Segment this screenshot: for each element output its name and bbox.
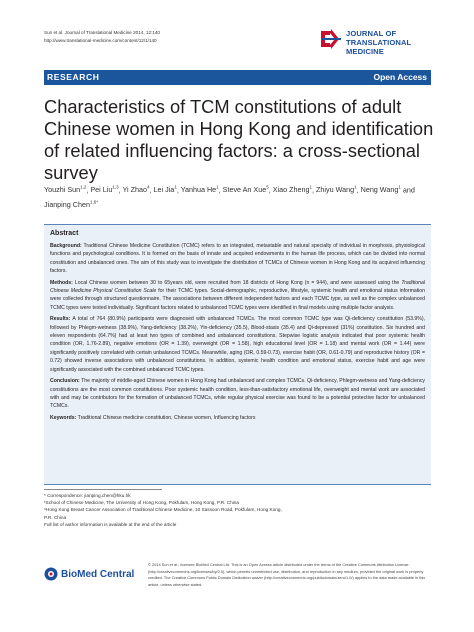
methods-scale-name: Traditional Chinese Medicine Physical Constitution Scale bbox=[50, 279, 425, 295]
results-text: A total of 764 (80.9%) participants were diagnosed with unbalanced TCMCs. The most common TCMC type was Qi-deficiency constitution (53.9%), followed by Phlegm-wetness (38.9%), Yang-deficiency (38.2%), Yin-deficiency (35.5), Blood-stasis (35.4) and Qi-depressed (31%) constitution. Six hundred and eleven respondents (64.7%) had at least two types of combined and unbalanced constitutions. Stepwise logistic analysis indicated that poor systemic health condition (OR, 1.76-2.89), negative emotions (OR = 1.39), overweight (OR = 1.58), high educational level (OR = 1.18) and mental work (OR = 1.44) were significantly positively correlated with certain unbalanced TCMCs. Meanwhile, aging (OR, 0.59-0.73), exercise habit (OR, 0.61-0.79) and reproductive history (OR = 0.72) showed inverse associations with unbalanced constitutions. In addition, systemic health condition and emotional status, exercise habit and age were significantly associated with the combined unbalanced TCMC types. bbox=[50, 316, 425, 373]
background-text: Traditional Chinese Medicine Constitution (TCMC) refers to an integrated, metastable and natural specialty of individual in morphosis, physiological functions and psychological conditions. It is formed on the basis of innate and acquired endowments in the human life process, which can be divided into normal constitution and unbalanced ones. The aim of this study was to investigate the distribution of TCMCs of Chinese women in Hong Kong and its acquired influencing factors. bbox=[50, 243, 425, 275]
abstract-background bbox=[50, 242, 425, 276]
methods-label: Methods: bbox=[50, 279, 73, 286]
journal-logo-text bbox=[346, 29, 431, 56]
running-header bbox=[44, 29, 160, 45]
article-url[interactable]: http://www.translational-medicine.com/content/12/1/140 bbox=[44, 38, 157, 43]
results-label: Results: bbox=[50, 316, 71, 323]
journal-logo-icon bbox=[319, 27, 343, 51]
abstract-box bbox=[44, 224, 431, 485]
conclusion-text: The majority of middle-aged Chinese women in Hong Kong had unbalanced and complex TCMCs. Qi-deficiency, Phlegm-wetness and Yang-deficiency constitutions are the most common constitutions. Poor systemic health condition, less-than-satisfactory emotional life, overweight and mental work are associated with and may be contributors for the formation of unbalanced TCMCs, while regular physical exercise was found to be a potential protective factor for unbalanced TCMCs. bbox=[50, 378, 425, 410]
license-text: © 2014 Sun et al.; licensee BioMed Central Ltd. This is an Open Access article distributed under the terms of the Creative Commons Attribution License (http://creativecommons.org/licenses/by/2.0), which permits unrestricted use, distribution, and reproduction in any medium, provided the original work is properly credited. The Creative Commons Public Domain Dedication waiver (http://creativecommons.org/publicdomain/zero/1.0/) applies to the data made available in this article, unless otherwise stated. bbox=[148, 562, 426, 587]
author[interactable]: Youzhi Sun$^{1,2}$ bbox=[44, 185, 87, 195]
journal-logo bbox=[319, 25, 431, 59]
methods-text-a: Local Chinese women between 30 to 65years old, were recruited from 18 districts of Hong Kong (n = 944), and were assessed using the bbox=[74, 279, 400, 286]
author[interactable]: Yanhua He$^1$ bbox=[180, 185, 219, 195]
author[interactable]: Zhiyu Wang$^1$ bbox=[316, 185, 357, 195]
article-type-label: RESEARCH bbox=[47, 72, 100, 82]
publisher-name: BioMed Central bbox=[61, 569, 135, 580]
biomed-central-icon bbox=[44, 567, 58, 581]
background-label: Background: bbox=[50, 243, 82, 249]
abstract-conclusion bbox=[50, 377, 425, 411]
article-title: Characteristics of TCM constitutions of adult Chinese women in Hong Kong and identification of related influencing factors: a cross-sectional survey bbox=[44, 96, 434, 183]
authors-conjunction: and bbox=[402, 185, 415, 195]
author[interactable]: Steve An Xue$^5$ bbox=[222, 185, 269, 195]
full-list-note: Full list of author information is available at the end of the article bbox=[44, 521, 177, 527]
author-list: Youzhi Sun$^{1,2}$, Pei Liu$^{1,3}$, Yi Zhao$^4$, Lei Jia$^1$, Yanhua He$^1$, Steve An Xue$^5$, Xiao Zheng$^1$, Zhiyu Wang$^1$, Neng Wang$^1$ and Jianping Chen$^{1,6*}$ bbox=[44, 185, 415, 209]
methods-text-b: for their TCMC types. Social-demographic, reproductive, lifestyle, systemic health and emotional status information were collected through structured questionnaire. The associations between different independent factors and each TCMC type, as well as the complex unbalanced TCMC types were tested individually. Significant factors related to unbalanced TCMC types were identified in final models using multiple factor analysis. bbox=[50, 288, 425, 311]
affiliation-6: ⁶Hong Kong Breast Cancer Association of Traditional Chinese Medicine, 10 Sassoon Road, Pokfulam, Hong Kong, P.R. China bbox=[44, 507, 282, 520]
article-type-banner bbox=[44, 70, 431, 85]
citation-line: Sun et al. Journal of Translational Medicine 2014, 12:140 bbox=[44, 30, 160, 35]
open-access-label: Open Access bbox=[373, 72, 427, 82]
journal-name-line2: TRANSLATIONAL MEDICINE bbox=[346, 38, 412, 56]
affiliation-1: ¹School of Chinese Medicine, The University of Hong Kong, Pokfulam, Hong Kong, P.R. China bbox=[44, 500, 239, 506]
author[interactable]: Jianping Chen$^{1,6*}$ bbox=[44, 199, 98, 209]
abstract-methods bbox=[50, 279, 425, 313]
footnotes bbox=[44, 492, 284, 528]
journal-name-line1: JOURNAL OF bbox=[346, 29, 397, 38]
abstract-heading: Abstract bbox=[50, 230, 79, 237]
author[interactable]: Yi Zhao$^4$ bbox=[122, 185, 150, 195]
abstract-results bbox=[50, 315, 425, 374]
author[interactable]: Xiao Zheng$^1$ bbox=[272, 185, 313, 195]
abstract-keywords bbox=[50, 414, 425, 422]
conclusion-label: Conclusion: bbox=[50, 378, 80, 385]
author[interactable]: Lei Jia$^1$ bbox=[153, 185, 177, 195]
publisher-logo bbox=[44, 565, 139, 587]
author[interactable]: Neng Wang$^1$ bbox=[360, 185, 401, 195]
author[interactable]: Pei Liu$^{1,3}$ bbox=[90, 185, 119, 195]
keywords-label: Keywords: bbox=[50, 414, 77, 421]
correspondence-note[interactable]: * Correspondence: jianping.chen@hku.hk bbox=[44, 493, 131, 498]
keywords-text: Traditional Chinese medicine constitution, Chinese women, Influencing factors bbox=[77, 414, 256, 421]
footnote-divider bbox=[44, 489, 162, 490]
